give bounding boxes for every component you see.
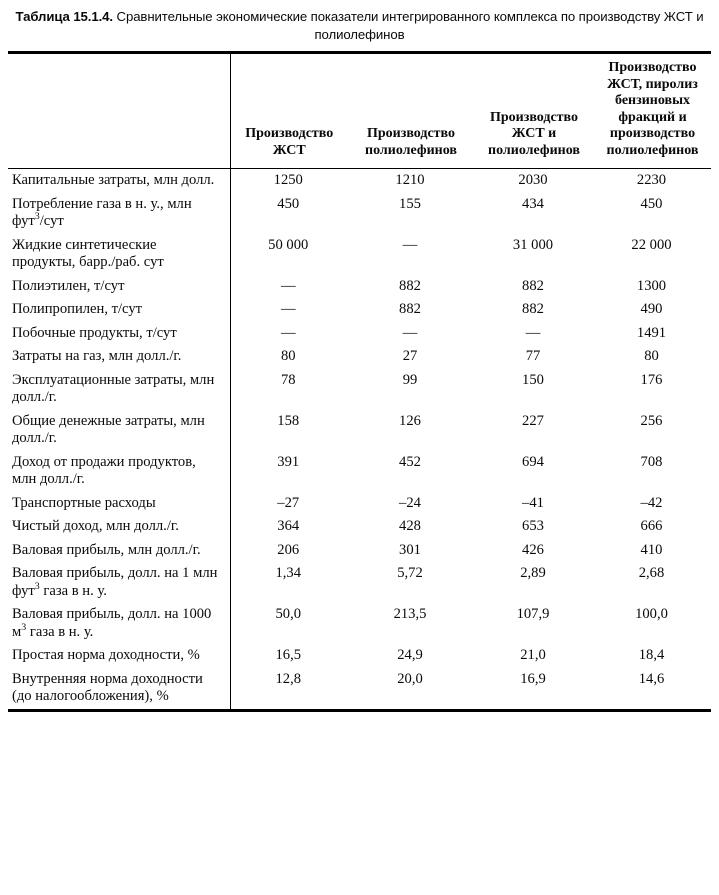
row-label: Эксплуатационные затраты, млн долл./г. — [8, 369, 230, 410]
table-row — [8, 492, 711, 516]
row-value: — — [525, 324, 541, 341]
table-row — [8, 234, 711, 275]
row-value: 666 — [640, 518, 663, 535]
row-value: 653 — [522, 518, 544, 535]
row-value: 80 — [280, 348, 296, 365]
row-value: 426 — [522, 541, 544, 558]
header-cell-2: Производство полиолефинов — [348, 54, 474, 169]
row-value: — — [280, 324, 296, 341]
row-value: 364 — [277, 518, 300, 535]
comparison-table — [8, 54, 711, 709]
row-label: Внутренняя норма доходности (до налогообложения), % — [8, 668, 230, 709]
row-label: Потребление газа в н. у., млн фут$^3$/сут — [8, 193, 230, 234]
caption-text: Сравнительные экономические показатели интегрированного комплекса по производству ЖСТ и полиолефинов — [116, 9, 704, 42]
row-value: 158 — [277, 412, 300, 429]
table-body — [8, 169, 711, 709]
caption-label: Таблица 15.1.4. — [15, 9, 113, 24]
row-value: 107,9 — [516, 606, 550, 623]
row-value: 2,68 — [638, 565, 665, 582]
table-row — [8, 562, 711, 603]
row-value: 2,89 — [520, 565, 546, 582]
row-value: 78 — [280, 371, 296, 388]
table-row — [8, 193, 711, 234]
row-value: 410 — [640, 541, 663, 558]
row-value: 882 — [399, 277, 421, 294]
row-value: 20,0 — [397, 670, 423, 687]
header-cell-4: Производство ЖСТ, пиролиз бензиновых фракций и производство полиолефинов — [594, 54, 711, 169]
row-value: 22 000 — [631, 236, 672, 253]
row-value: 100,0 — [635, 606, 668, 623]
table-row — [8, 668, 711, 709]
row-label: Полиэтилен, т/сут — [8, 275, 230, 299]
row-value: 16,5 — [275, 647, 302, 664]
row-value: 213,5 — [393, 606, 427, 623]
row-value: 1,34 — [275, 565, 302, 582]
row-value: 150 — [522, 371, 544, 388]
row-value: 99 — [402, 371, 418, 388]
table-caption — [12, 8, 707, 43]
row-value: 80 — [644, 348, 659, 365]
header-row — [8, 54, 711, 169]
row-value: 12,8 — [275, 670, 302, 687]
row-label: Доход от продажи продуктов, млн долл./г. — [8, 451, 230, 492]
table-bottom-rule — [8, 709, 711, 712]
row-value: 50,0 — [275, 606, 302, 623]
row-value: –42 — [640, 494, 663, 511]
header-cell-3: Производство ЖСТ и полиолефинов — [474, 54, 594, 169]
header-cell-0 — [8, 54, 230, 169]
row-label: Валовая прибыль, долл. на 1000 $м^3$ газа в н. у. — [8, 603, 230, 644]
row-value: 391 — [277, 453, 300, 470]
row-value: 5,72 — [397, 565, 423, 582]
row-value: 882 — [522, 277, 544, 294]
row-value: 1250 — [273, 172, 303, 189]
table-row — [8, 275, 711, 299]
row-value: 694 — [522, 453, 544, 470]
row-value: 126 — [399, 412, 421, 429]
row-value: 155 — [399, 195, 421, 212]
row-label: Побочные продукты, т/сут — [8, 322, 230, 346]
table-row — [8, 169, 711, 193]
row-value: 2230 — [636, 172, 667, 189]
row-value: 206 — [277, 541, 300, 558]
row-value: 18,4 — [638, 647, 665, 664]
row-label: Валовая прибыль, млн долл./г. — [8, 539, 230, 563]
row-label: Общие денежные затраты, млн долл./г. — [8, 410, 230, 451]
row-label: Транспортные расходы — [8, 492, 230, 516]
table-row — [8, 298, 711, 322]
row-value: 24,9 — [397, 647, 423, 664]
row-value: 1300 — [636, 277, 667, 294]
row-value: — — [402, 236, 418, 253]
row-value: 450 — [277, 195, 300, 212]
row-value: — — [280, 301, 296, 318]
row-value: 77 — [525, 348, 541, 365]
table-row — [8, 644, 711, 668]
table-header — [8, 54, 711, 169]
row-value: 882 — [399, 301, 421, 318]
row-label: Простая норма доходности, % — [8, 644, 230, 668]
row-value: 27 — [402, 348, 418, 365]
row-value: 450 — [640, 195, 663, 212]
row-value: 301 — [399, 541, 421, 558]
table-row — [8, 410, 711, 451]
row-value: 490 — [640, 301, 663, 318]
row-value: –24 — [399, 494, 421, 511]
row-value: 176 — [640, 371, 663, 388]
row-label: Капитальные затраты, млн долл. — [8, 169, 230, 193]
row-value: 21,0 — [520, 647, 546, 664]
row-value: — — [402, 324, 418, 341]
row-value: — — [280, 277, 296, 294]
row-value: 31 000 — [512, 236, 554, 253]
row-value: 14,6 — [638, 670, 665, 687]
row-value: 434 — [522, 195, 544, 212]
row-value: 2030 — [518, 172, 548, 189]
row-label: Чистый доход, млн долл./г. — [8, 515, 230, 539]
row-label: Полипропилен, т/сут — [8, 298, 230, 322]
row-label: Жидкие синтетические продукты, барр./раб. сут — [8, 234, 230, 275]
table-row — [8, 539, 711, 563]
table-row — [8, 345, 711, 369]
row-value: 882 — [522, 301, 544, 318]
row-value: 1491 — [636, 324, 667, 341]
header-cell-1: Производство ЖСТ — [230, 54, 348, 169]
row-value: –41 — [522, 494, 544, 511]
row-value: 452 — [399, 453, 421, 470]
table-row — [8, 515, 711, 539]
row-label: Затраты на газ, млн долл./г. — [8, 345, 230, 369]
table-row — [8, 369, 711, 410]
row-value: 428 — [399, 518, 421, 535]
row-value: 1210 — [395, 172, 425, 189]
row-value: 256 — [640, 412, 663, 429]
table-row — [8, 451, 711, 492]
row-value: –27 — [277, 494, 300, 511]
table-row — [8, 603, 711, 644]
row-value: 50 000 — [268, 236, 309, 253]
row-label: Валовая прибыль, долл. на 1 млн фут$^3$ газа в н. у. — [8, 562, 230, 603]
row-value: 16,9 — [520, 670, 546, 687]
row-value: 227 — [522, 412, 544, 429]
row-value: 708 — [640, 453, 663, 470]
table-row — [8, 322, 711, 346]
